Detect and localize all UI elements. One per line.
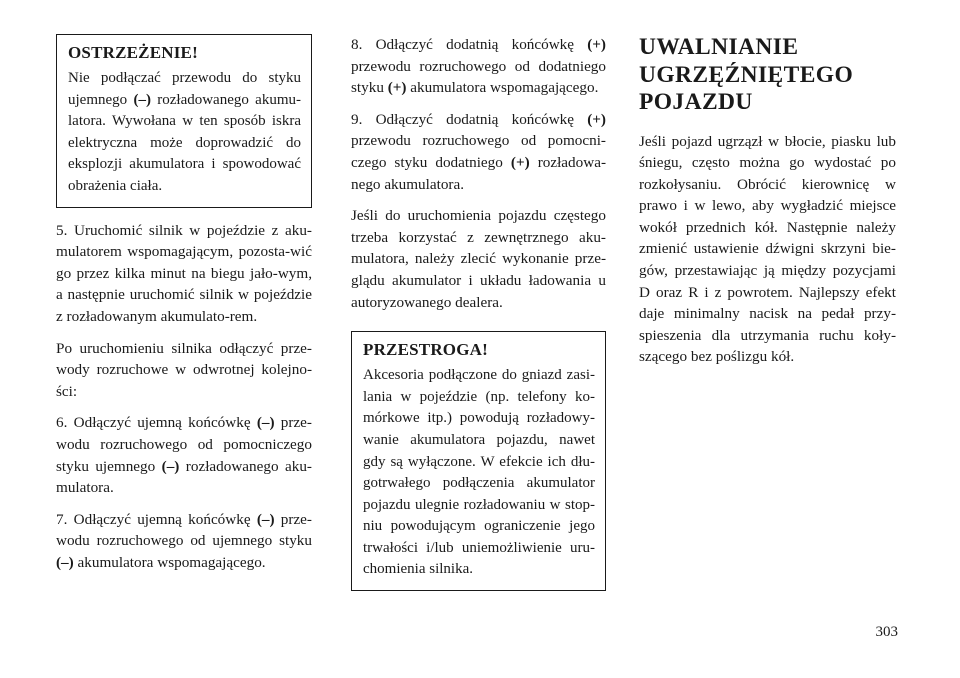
caution-box xyxy=(351,331,606,591)
step-9: 9. Odłączyć dodatnią końcówkę (+) przewodu rozruchowego od pomocni-czego styku dodatniego (+) rozładowa-nego akumulatora. xyxy=(351,110,607,193)
column-left xyxy=(56,34,312,583)
section-title-line-3: POJAZDU xyxy=(639,89,753,115)
section-title-line-2: UGRZĘŹNIĘTEGO xyxy=(639,61,854,88)
step-6: 6. Odłączyć ujemną końcówkę (–) prze-wodu rozruchowego od pomocniczego styku ujemnego (–) rozładowanego aku-mulatora. xyxy=(56,414,312,497)
disconnect-intro: Po uruchomieniu silnika odłączyć prze-wody rozruchowe w odwrotnej kolejno-ści: xyxy=(56,339,312,400)
warning-title: OSTRZEŻENIE! xyxy=(68,43,198,62)
column-middle xyxy=(351,34,606,591)
caution-title: PRZESTROGA! xyxy=(363,340,488,360)
warning-text: Nie podłączać przewodu do styku ujemnego (–) rozładowanego akumu-latora. Wywołana w ten sposób iskra elektryczna może doprowadzić do eksplozji akumulatora i spowodować obrażenia ciała. xyxy=(68,70,301,194)
column-right xyxy=(639,34,896,378)
page-number: 303 xyxy=(875,624,898,640)
step-5: 5. Uruchomić silnik w pojeździe z aku-mulatorem wspomagającym, pozosta-wić go przez kilka minut na biegu jało-wym, a następnie uruchomić silnik w pojeździe z rozładowanym akumulato-rem. xyxy=(56,221,312,325)
step-8: 8. Odłączyć dodatnią końcówkę (+) przewodu rozruchowego od dodatniego styku (+) akumulatora wspomagającego. xyxy=(351,36,606,97)
caution-text: Akcesoria podłączone do gniazd zasi-lania w pojeździe (np. telefony ko-mórkowe itp.) powodują rozładowy-wanie akumulatora pojazdu, nawet gdy są wyłączone. W efekcie ich dłu-gotrwałego podłączenia akumulator pojazdu ulegnie rozładowaniu w stop-niu powodującym ograniczenie jego trwałości i/lub uniemożliwienie uru-chomienia silnika. xyxy=(363,367,595,578)
dealer-note: Jeśli do uruchomienia pojazdu częstego trzeba korzystać z zewnętrznego aku-mulatora, należy zlecić wykonanie prze-glądu akumulator i układu ładowania u autoryzowanego dealera. xyxy=(351,207,606,311)
step-7: 7. Odłączyć ujemną końcówkę (–) prze-wodu rozruchowego od ujemnego styku (–) akumulatora wspomagającego. xyxy=(56,510,312,571)
section-text: Jeśli pojazd ugrzązł w błocie, piasku lub śniegu, często można go wydostać po rozkołysaniu. Obrócić kierownicę w prawo i w lewo, aby wygładzić miejsce wokół przednich kół. Następnie należy zmienić ustawienie dźwigni skrzyni bie-gów, przestawiając ją między pozycjami D oraz R i z powrotem. Najlepszy efekt daje minimalny nacisk na pedał przy-spieszenia dla utrzymania ruchu koły-szącego bez poślizgu kół. xyxy=(639,132,896,366)
section-title xyxy=(639,34,896,117)
section-title-line-1: UWALNIANIE xyxy=(639,34,799,60)
warning-box xyxy=(56,34,312,208)
